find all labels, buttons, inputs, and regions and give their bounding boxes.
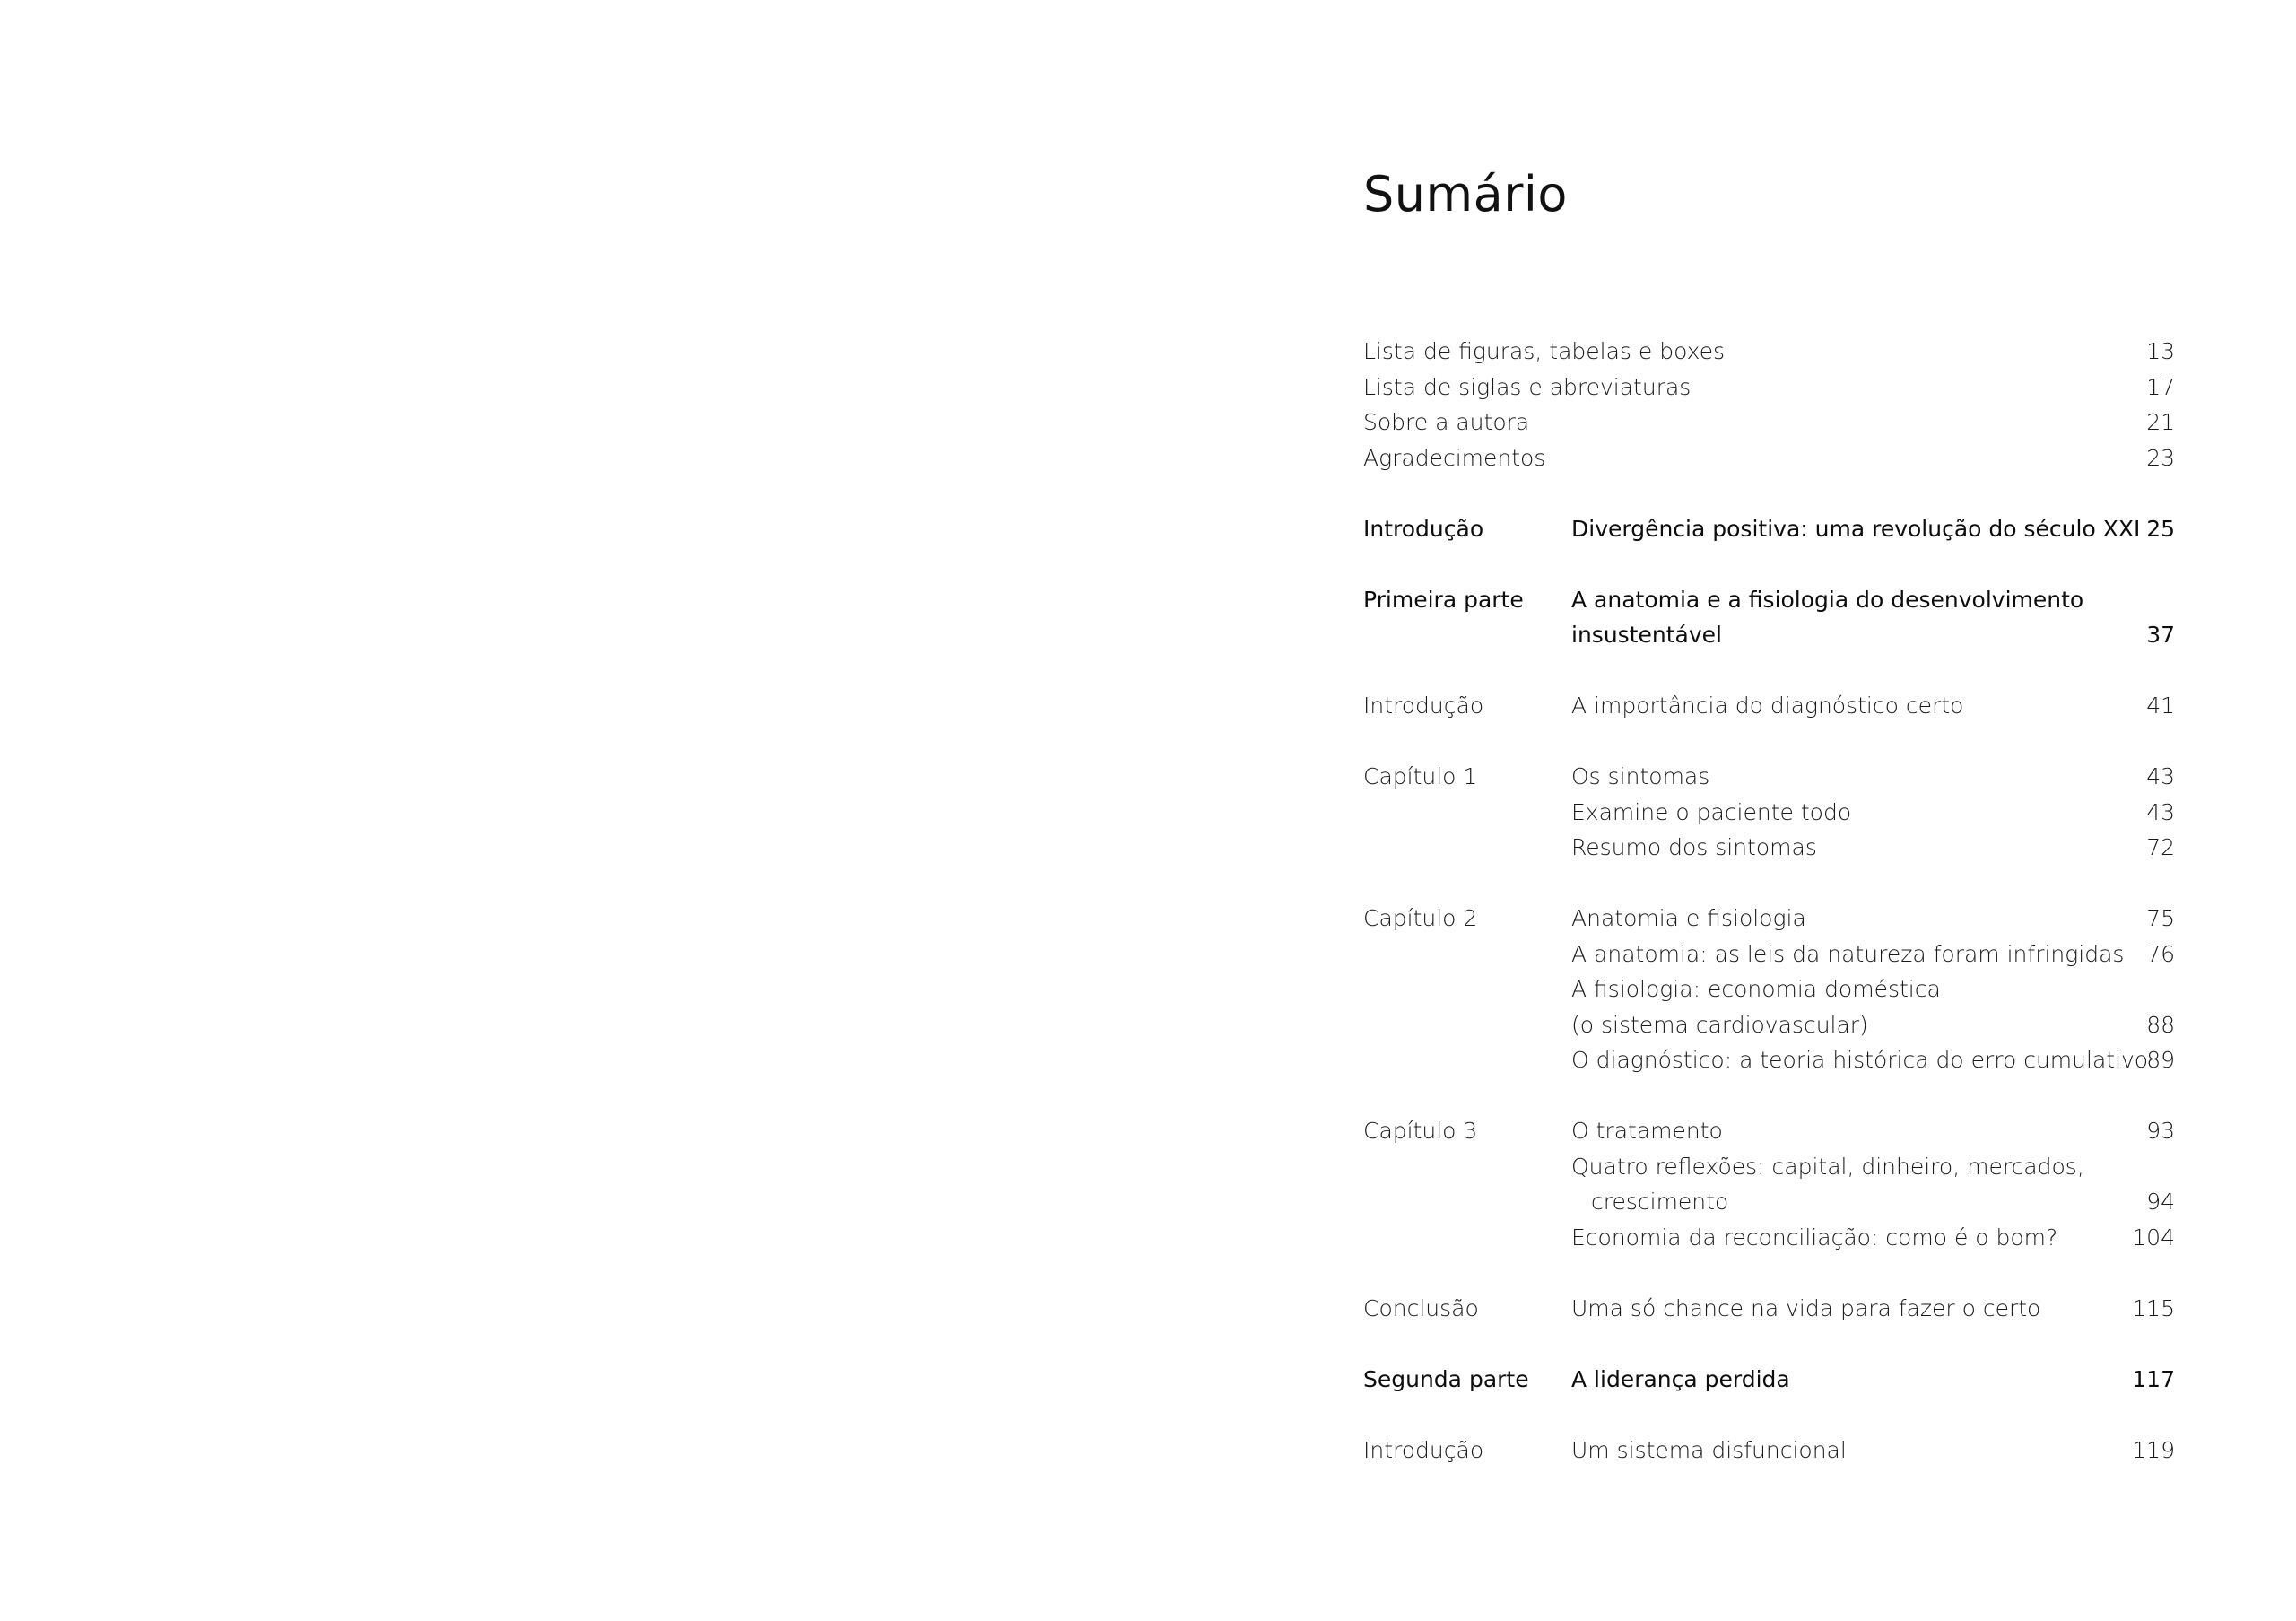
toc-entry-title: Os sintomas [1571, 763, 1710, 789]
toc-entry-title: Lista de figuras, tabelas e boxes [1363, 338, 1726, 364]
toc-entry-part-1 [1363, 582, 2175, 618]
toc-page-number: 43 [2146, 763, 2175, 789]
toc-section-label: Conclusão [1363, 1294, 1479, 1321]
toc-page-number: 115 [2132, 1294, 2175, 1321]
toc-page-number: 41 [2146, 693, 2175, 719]
toc-entry [1363, 1149, 2175, 1185]
toc-entry-part-2-intro [1363, 1433, 2175, 1468]
toc-page [1363, 0, 2175, 1621]
toc-page-number: 21 [2146, 409, 2175, 435]
toc-page-number: 94 [2146, 1189, 2175, 1215]
toc-entry-title: O diagnóstico: a teoria histórica do erro cumulativo [1571, 1047, 2149, 1073]
toc-entry-acknowledgements [1363, 440, 2175, 476]
toc-section-label: Segunda parte [1363, 1365, 1529, 1392]
toc-page-number: 117 [2132, 1365, 2175, 1392]
toc-page-number: 76 [2146, 940, 2175, 967]
toc-section-label: Introdução [1363, 1436, 1484, 1463]
spacer [1363, 866, 2175, 902]
toc-entry-chapter-2 [1363, 901, 2175, 937]
toc-entry-title: Divergência positiva: uma revolução do século XXI [1571, 515, 2141, 542]
spacer [1363, 724, 2175, 760]
toc-entry-title: O tratamento [1571, 1118, 1723, 1144]
toc-entry-introduction [1363, 511, 2175, 547]
toc-entry [1363, 1184, 2175, 1220]
spacer [1363, 1255, 2175, 1291]
spacer [1363, 1326, 2175, 1362]
toc-page-number: 75 [2146, 905, 2175, 931]
toc-entry [1363, 830, 2175, 866]
toc-entry-title: insustentável [1571, 622, 1722, 648]
toc-section-label: Introdução [1363, 693, 1484, 719]
toc-section-label: Capítulo 3 [1363, 1118, 1478, 1144]
toc-entry [1363, 972, 2175, 1007]
toc-entry-title: Lista de siglas e abreviaturas [1363, 373, 1692, 400]
toc-page-number: 72 [2146, 834, 2175, 860]
toc-page-number: 23 [2146, 444, 2175, 471]
spacer [1363, 546, 2175, 582]
toc-page-number: 119 [2132, 1436, 2175, 1463]
toc-entry-part-1-cont [1363, 617, 2175, 653]
toc-entry-figures-list [1363, 334, 2175, 370]
toc-page-number: 25 [2146, 515, 2175, 542]
toc-entry [1363, 1042, 2175, 1078]
toc-entry-conclusion [1363, 1291, 2175, 1327]
toc-entry-title: Resumo dos sintomas [1571, 834, 1817, 860]
toc-page-number: 88 [2146, 1011, 2175, 1038]
toc-page-number: 93 [2146, 1118, 2175, 1144]
toc-entry-part-1-intro [1363, 688, 2175, 724]
toc-entry [1363, 937, 2175, 972]
toc-page-number: 89 [2146, 1047, 2175, 1073]
spacer [1363, 475, 2175, 511]
toc-page-number: 104 [2132, 1224, 2175, 1251]
toc-entry-title: A liderança perdida [1571, 1365, 1790, 1392]
toc-entry-acronyms-list [1363, 370, 2175, 405]
toc-section-label: Capítulo 1 [1363, 763, 1478, 789]
page-title: Sumário [1363, 166, 1568, 222]
toc-entry-title: Um sistema disfuncional [1571, 1436, 1847, 1463]
toc-entry-part-2 [1363, 1362, 2175, 1398]
toc-entry-chapter-3 [1363, 1113, 2175, 1149]
toc-entry-title: A importância do diagnóstico certo [1571, 693, 1964, 719]
spacer [1363, 653, 2175, 689]
toc-entry-title: A fisiologia: economia doméstica [1571, 976, 1941, 1002]
toc-section-label: Capítulo 2 [1363, 905, 1478, 931]
toc-page-number: 43 [2146, 798, 2175, 825]
toc-entry-chapter-1 [1363, 759, 2175, 795]
toc-entry-title: Sobre a autora [1363, 409, 1530, 435]
spacer [1363, 1397, 2175, 1433]
toc-entry-title: Anatomia e fisiologia [1571, 905, 1806, 931]
toc-entry-title: A anatomia e a fisiologia do desenvolvimento [1571, 586, 2084, 613]
toc-entry [1363, 795, 2175, 831]
toc-entry-title: Examine o paciente todo [1571, 798, 1852, 825]
toc-entry-title: A anatomia: as leis da natureza foram infringidas [1571, 940, 2125, 967]
toc-section-label: Primeira parte [1363, 586, 1524, 613]
toc-entry [1363, 1007, 2175, 1043]
toc-entry-title: Economia da reconciliação: como é o bom? [1571, 1224, 2058, 1251]
toc-page-number: 37 [2146, 622, 2175, 648]
spacer [1363, 1078, 2175, 1114]
toc-entry-title: Quatro reflexões: capital, dinheiro, mercados, [1571, 1153, 2084, 1180]
toc-section-label: Introdução [1363, 515, 1484, 542]
toc-entry-about-author [1363, 405, 2175, 440]
toc-page-number: 17 [2146, 373, 2175, 400]
toc-entry [1363, 1220, 2175, 1256]
toc-entry-title: crescimento [1591, 1189, 1729, 1215]
toc-entry-title: Agradecimentos [1363, 444, 1546, 471]
table-of-contents [1363, 334, 2175, 1468]
toc-page-number: 13 [2146, 338, 2175, 364]
toc-entry-title: (o sistema cardiovascular) [1571, 1011, 1868, 1038]
toc-entry-title: Uma só chance na vida para fazer o certo [1571, 1294, 2041, 1321]
